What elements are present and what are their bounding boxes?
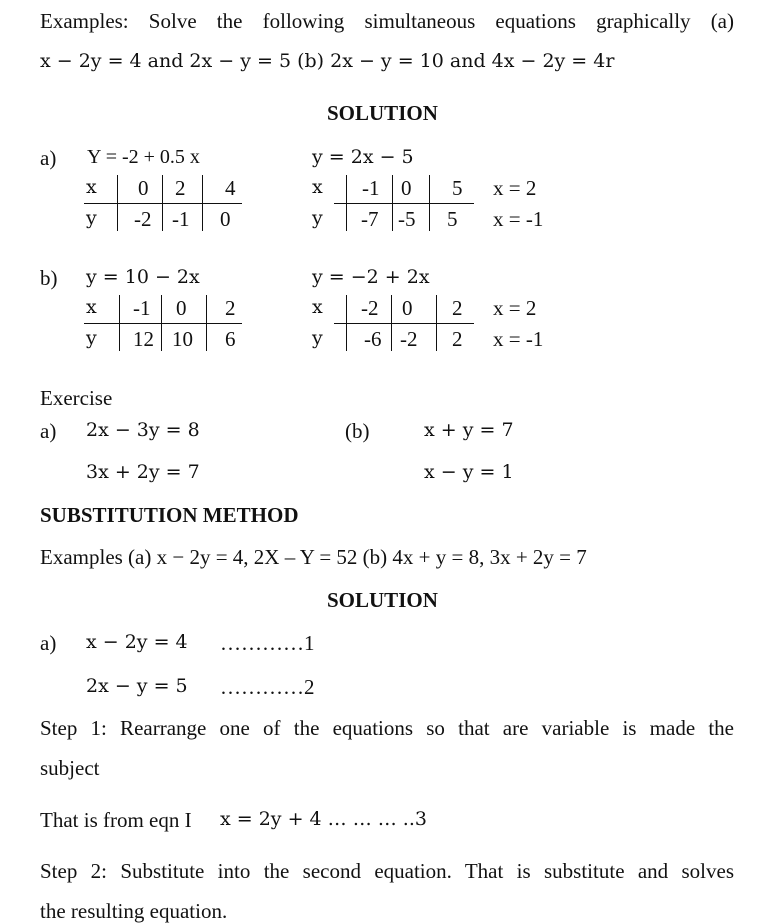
table-x-label: x (86, 176, 97, 198)
solution-heading-1: SOLUTION (327, 101, 438, 125)
table-cell: 5 (447, 207, 458, 231)
table-cell: 2 (175, 176, 186, 200)
step-1-line-1: Step 1: Rearrange one of the equations so that are variable is made the (40, 716, 734, 740)
table-cell: 2 (452, 327, 463, 351)
equation-1: x − 2y = 4 (86, 631, 188, 653)
table-divider (202, 175, 203, 231)
table-cell: 0 (176, 296, 187, 320)
exercise-b-equation-1: x + y = 7 (424, 419, 514, 441)
table-y-label: y (312, 207, 323, 229)
table-y-label: y (86, 327, 97, 349)
table-cell: -6 (364, 327, 382, 351)
exercise-a-equation-1: 2x − 3y = 8 (86, 419, 200, 441)
graph-b-eq-left: y = 10 − 2x (86, 266, 200, 288)
step-2-line-2: the resulting equation. (40, 899, 228, 923)
table-x-label: x (312, 296, 323, 318)
table-cell: 0 (138, 176, 149, 200)
table-cell: -2 (361, 296, 379, 320)
table-y-label: y (86, 207, 97, 229)
table-x-label: x (86, 296, 97, 318)
table-divider (346, 295, 347, 351)
equation-2-reference: …………2 (220, 675, 315, 699)
graph-a-label: a) (40, 146, 57, 170)
table-cell: -2 (134, 207, 152, 231)
graph-a-eq-right: y = 2x − 5 (312, 146, 414, 168)
table-divider (436, 295, 437, 351)
graph-b-answer-y: x = -1 (493, 327, 544, 351)
table-cell: -1 (133, 296, 151, 320)
graph-b-eq-right: y = −2 + 2x (312, 266, 430, 288)
table-cell: -5 (398, 207, 416, 231)
table-cell: 2 (225, 296, 236, 320)
graph-a-answer-x: x = 2 (493, 176, 537, 200)
table-divider (117, 175, 118, 231)
table-divider (334, 323, 474, 324)
step-1-line-2: subject (40, 756, 100, 780)
substitution-heading: SUBSTITUTION METHOD (40, 503, 299, 527)
table-cell: 4 (225, 176, 236, 200)
exercise-a-equation-2: 3x + 2y = 7 (86, 461, 200, 483)
table-divider (392, 175, 393, 231)
equation-1-reference: …………1 (220, 631, 315, 655)
graph-a-answer-y: x = -1 (493, 207, 544, 231)
table-divider (334, 203, 474, 204)
graph-b-answer-x: x = 2 (493, 296, 537, 320)
solution-heading-2: SOLUTION (327, 588, 438, 612)
table-divider (346, 175, 347, 231)
table-divider (162, 175, 163, 231)
table-divider (429, 175, 430, 231)
exercise-a-label: a) (40, 419, 57, 443)
table-cell: 10 (172, 327, 193, 351)
graph-a-eq-left: Y = -2 + 0.5 x (87, 146, 200, 168)
equation-2: 2x − y = 5 (86, 675, 188, 697)
table-cell: 6 (225, 327, 236, 351)
table-cell: 2 (452, 296, 463, 320)
table-x-label: x (312, 176, 323, 198)
table-divider (119, 295, 120, 351)
exercise-b-equation-2: x − y = 1 (424, 461, 514, 483)
substitution-a-label: a) (40, 631, 57, 655)
table-cell: 0 (401, 176, 412, 200)
from-eqn-label: That is from eqn I (40, 808, 192, 832)
intro-line-2: x − 2y = 4 and 2x − y = 5 (b) 2x − y = 10 and 4x − 2y = 4r (40, 50, 615, 72)
table-divider (391, 295, 392, 351)
from-eqn-formula: x = 2y + 4 … … … ..3 (220, 808, 427, 830)
intro-line-1: Examples: Solve the following simultaneous equations graphically (a) (40, 9, 734, 33)
step-2-line-1: Step 2: Substitute into the second equation. That is substitute and solves (40, 859, 734, 883)
table-y-label: y (312, 327, 323, 349)
table-cell: 5 (452, 176, 463, 200)
table-divider (84, 323, 242, 324)
substitution-examples: Examples (a) x − 2y = 4, 2X – Y = 52 (b) 4x + y = 8, 3x + 2y = 7 (40, 545, 587, 569)
table-cell: -7 (361, 207, 379, 231)
table-divider (206, 295, 207, 351)
table-cell: 12 (133, 327, 154, 351)
table-cell: -1 (362, 176, 380, 200)
table-divider (84, 203, 242, 204)
table-cell: -1 (172, 207, 190, 231)
table-cell: 0 (402, 296, 413, 320)
table-divider (161, 295, 162, 351)
table-cell: -2 (400, 327, 418, 351)
table-cell: 0 (220, 207, 231, 231)
graph-b-label: b) (40, 266, 58, 290)
exercise-heading: Exercise (40, 386, 113, 410)
exercise-b-label: (b) (345, 419, 370, 443)
